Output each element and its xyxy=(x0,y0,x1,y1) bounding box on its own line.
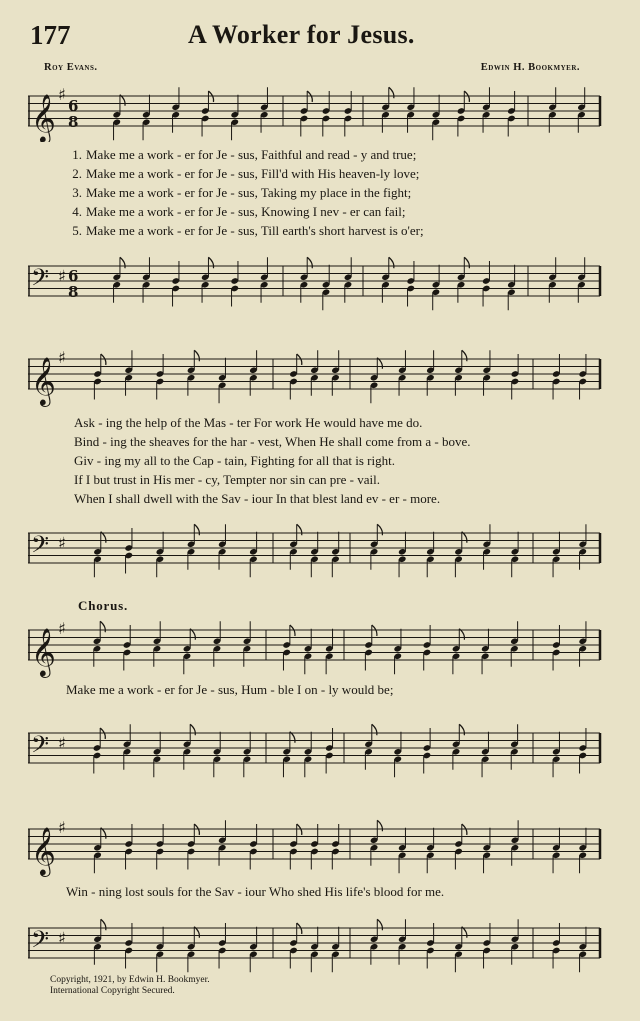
staff-lines xyxy=(28,630,600,660)
bass-clef-icon: 𝄢 xyxy=(31,730,50,764)
key-signature-sharp-icon: ♯ xyxy=(58,348,66,367)
verse-block-part-2 xyxy=(74,413,594,508)
key-signature-sharp-icon: ♯ xyxy=(58,85,66,104)
note-flag xyxy=(389,257,394,268)
note-flag xyxy=(194,524,199,535)
verse-line-3 xyxy=(60,183,580,202)
note-flag xyxy=(459,724,464,735)
verse-number: 3. xyxy=(72,185,82,200)
bass-clef-icon: 𝄢 xyxy=(31,263,50,297)
note-flag xyxy=(297,524,302,535)
note-flag xyxy=(208,257,213,268)
verse-number: 1. xyxy=(72,147,82,162)
key-signature-sharp-icon: ♯ xyxy=(58,928,66,948)
time-signature-bottom: 8 xyxy=(68,113,79,131)
note-flag xyxy=(100,621,105,632)
note-flag xyxy=(307,257,312,268)
copyright-line: Copyright, 1921, by Edwin H. Bookmyer. xyxy=(50,975,210,985)
verse-line-5 xyxy=(60,221,580,240)
note-flag xyxy=(372,724,377,735)
chorus-lyric-line-1: Make me a work - er for Je - sus, Hum - ble I on - ly would be; xyxy=(66,682,394,697)
verse-text: Make me a work - er for Je - sus, Fill'd with His heaven-ly love; xyxy=(86,166,420,181)
time-signature-top: 6 xyxy=(68,267,79,285)
treble-clef-icon: 𝄞 xyxy=(31,627,56,676)
time-signature-bottom: 8 xyxy=(68,283,79,301)
composer-credit: Edwin H. Bookmyer. xyxy=(480,62,580,73)
key-signature-sharp-icon: ♯ xyxy=(58,266,66,286)
staff-bass-system-1 xyxy=(28,245,604,317)
verse-text: Make me a work - er for Je - sus, Taking my place in the fight; xyxy=(86,185,412,200)
note-flag xyxy=(389,87,394,98)
verse-text: Make me a work - er for Je - sus, Till earth's short harvest is o'er; xyxy=(86,223,424,238)
lyricist-credit: Roy Evans. xyxy=(44,62,98,73)
chorus-lyric-line-2: Win - ning lost souls for the Sav - iour Who shed His life's blood for me. xyxy=(66,884,445,899)
hymn-title: A Worker for Jesus. xyxy=(188,20,415,49)
note-flag xyxy=(464,257,469,268)
verse-text: Make me a work - er for Je - sus, Faithful and read - y and true; xyxy=(86,147,417,162)
verse-line-3: Giv - ing my all to the Cap - tain, Fighting for all that is right. xyxy=(74,453,395,468)
verse-number: 5. xyxy=(72,223,82,238)
staff-bass-system-2 xyxy=(28,512,604,584)
verse-text: Make me a work - er for Je - sus, Knowing I nev - er can fail; xyxy=(86,204,406,219)
verse-line-2: Bind - ing the sheaves for the har - vest, When He shall come from a - bove. xyxy=(74,434,471,449)
staff-treble-system-3 xyxy=(28,612,604,678)
key-signature-sharp-icon: ♯ xyxy=(58,619,66,638)
copyright-secured-line: International Copyright Secured. xyxy=(50,986,175,996)
note-flag xyxy=(190,724,195,735)
bass-clef-icon: 𝄢 xyxy=(31,530,50,564)
verse-line-4 xyxy=(60,202,580,221)
verse-line-4: If I but trust in His mer - cy, Tempter nor sin can pre - vail. xyxy=(74,472,380,487)
note-flag xyxy=(462,350,467,361)
verse-number: 2. xyxy=(72,166,82,181)
chorus-label: Chorus. xyxy=(78,598,129,613)
note-flag xyxy=(377,524,382,535)
time-signature-top: 6 xyxy=(68,97,79,115)
verse-line-1 xyxy=(60,145,580,164)
verse-number: 4. xyxy=(72,204,82,219)
hymn-number: 177 xyxy=(30,20,71,50)
staff-bass-system-4 xyxy=(28,912,604,974)
staff-treble-system-2 xyxy=(28,338,604,410)
key-signature-sharp-icon: ♯ xyxy=(58,818,66,837)
key-signature-sharp-icon: ♯ xyxy=(58,733,66,753)
verse-line-1: Ask - ing the help of the Mas - ter For work He would have me do. xyxy=(74,415,423,430)
verse-line-2 xyxy=(60,164,580,183)
verse-block-part-1 xyxy=(60,145,580,240)
note-flag xyxy=(194,350,199,361)
staff-bass-system-3 xyxy=(28,712,604,784)
note-flag xyxy=(101,919,106,930)
staff-treble-system-4 xyxy=(28,808,604,880)
note-flag xyxy=(377,919,382,930)
bass-clef-icon: 𝄢 xyxy=(31,925,50,959)
staff-treble-system-1 xyxy=(28,80,604,142)
treble-clef-icon: 𝄞 xyxy=(31,93,56,142)
treble-clef-icon: 𝄞 xyxy=(31,356,56,405)
note-flag xyxy=(377,820,382,831)
verse-line-5: When I shall dwell with the Sav - iour In that blest land ev - er - more. xyxy=(74,491,441,506)
staff-lines xyxy=(28,730,600,764)
note-flag xyxy=(120,257,125,268)
treble-clef-icon: 𝄞 xyxy=(31,826,56,875)
key-signature-sharp-icon: ♯ xyxy=(58,533,66,553)
